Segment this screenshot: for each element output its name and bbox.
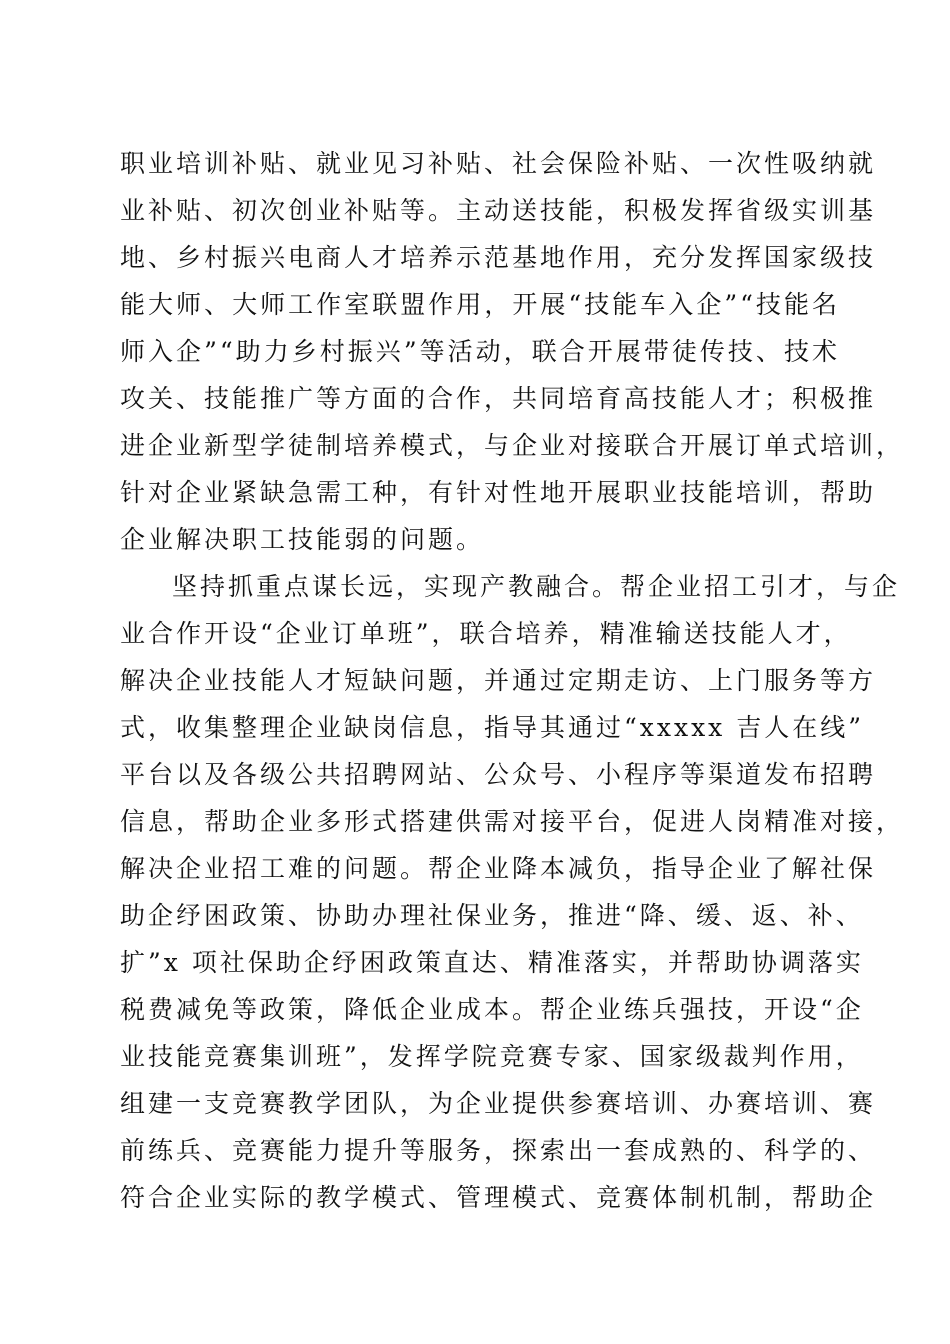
text-line: 职业培训补贴、就业见习补贴、社会保险补贴、一次性吸纳就 (120, 149, 877, 178)
text-line: 解决企业招工难的问题。帮企业降本减负，指导企业了解社保 (120, 854, 877, 883)
text-line: 能大师、大师工作室联盟作用，开展“技能车入企”“技能名 (120, 290, 840, 319)
text-line: 符合企业实际的教学模式、管理模式、竞赛体制机制，帮助企 (120, 1183, 877, 1212)
text-line: 组建一支竞赛教学团队，为企业提供参赛培训、办赛培训、赛 (120, 1089, 877, 1118)
text-line: 企业解决职工技能弱的问题。 (120, 525, 485, 554)
text-line: 信息，帮助企业多形式搭建供需对接平台，促进人岗精准对接， (120, 807, 905, 836)
text-line: 解决企业技能人才短缺问题，并通过定期走访、上门服务等方 (120, 666, 877, 695)
text-line: 攻关、技能推广等方面的合作，共同培育高技能人才；积极推 (120, 384, 877, 413)
paragraph-1 (120, 140, 905, 563)
text-line: 式，收集整理企业缺岗信息，指导其通过“xxxxx 吉人在线” (120, 713, 865, 742)
text-line: 前练兵、竞赛能力提升等服务，探索出一套成熟的、科学的、 (120, 1136, 877, 1165)
body-text (120, 140, 905, 1221)
text-line: 师入企”“助力乡村振兴”等活动，联合开展带徒传技、技术 (120, 337, 840, 366)
text-line: 进企业新型学徒制培养模式，与企业对接联合开展订单式培训， (120, 431, 905, 460)
text-line: 平台以及各级公共招聘网站、公众号、小程序等渠道发布招聘 (120, 760, 877, 789)
text-line: 业技能竞赛集训班”，发挥学院竞赛专家、国家级裁判作用， (120, 1042, 864, 1071)
text-line: 业补贴、初次创业补贴等。主动送技能，积极发挥省级实训基 (120, 196, 877, 225)
paragraph-2 (120, 563, 905, 1221)
text-line: 坚持抓重点谋长远，实现产教融合。帮企业招工引才，与企 (172, 572, 901, 601)
text-line: 扩”x 项社保助企纾困政策直达、精准落实，并帮助协调落实 (120, 948, 864, 977)
text-line: 税费减免等政策，降低企业成本。帮企业练兵强技，开设“企 (120, 995, 864, 1024)
text-line: 地、乡村振兴电商人才培养示范基地作用，充分发挥国家级技 (120, 243, 877, 272)
text-line: 业合作开设“企业订单班”，联合培养，精准输送技能人才， (120, 619, 852, 648)
text-line: 助企纾困政策、协助办理社保业务，推进“降、缓、返、补、 (120, 901, 864, 930)
text-line: 针对企业紧缺急需工种，有针对性地开展职业技能培训，帮助 (120, 478, 877, 507)
